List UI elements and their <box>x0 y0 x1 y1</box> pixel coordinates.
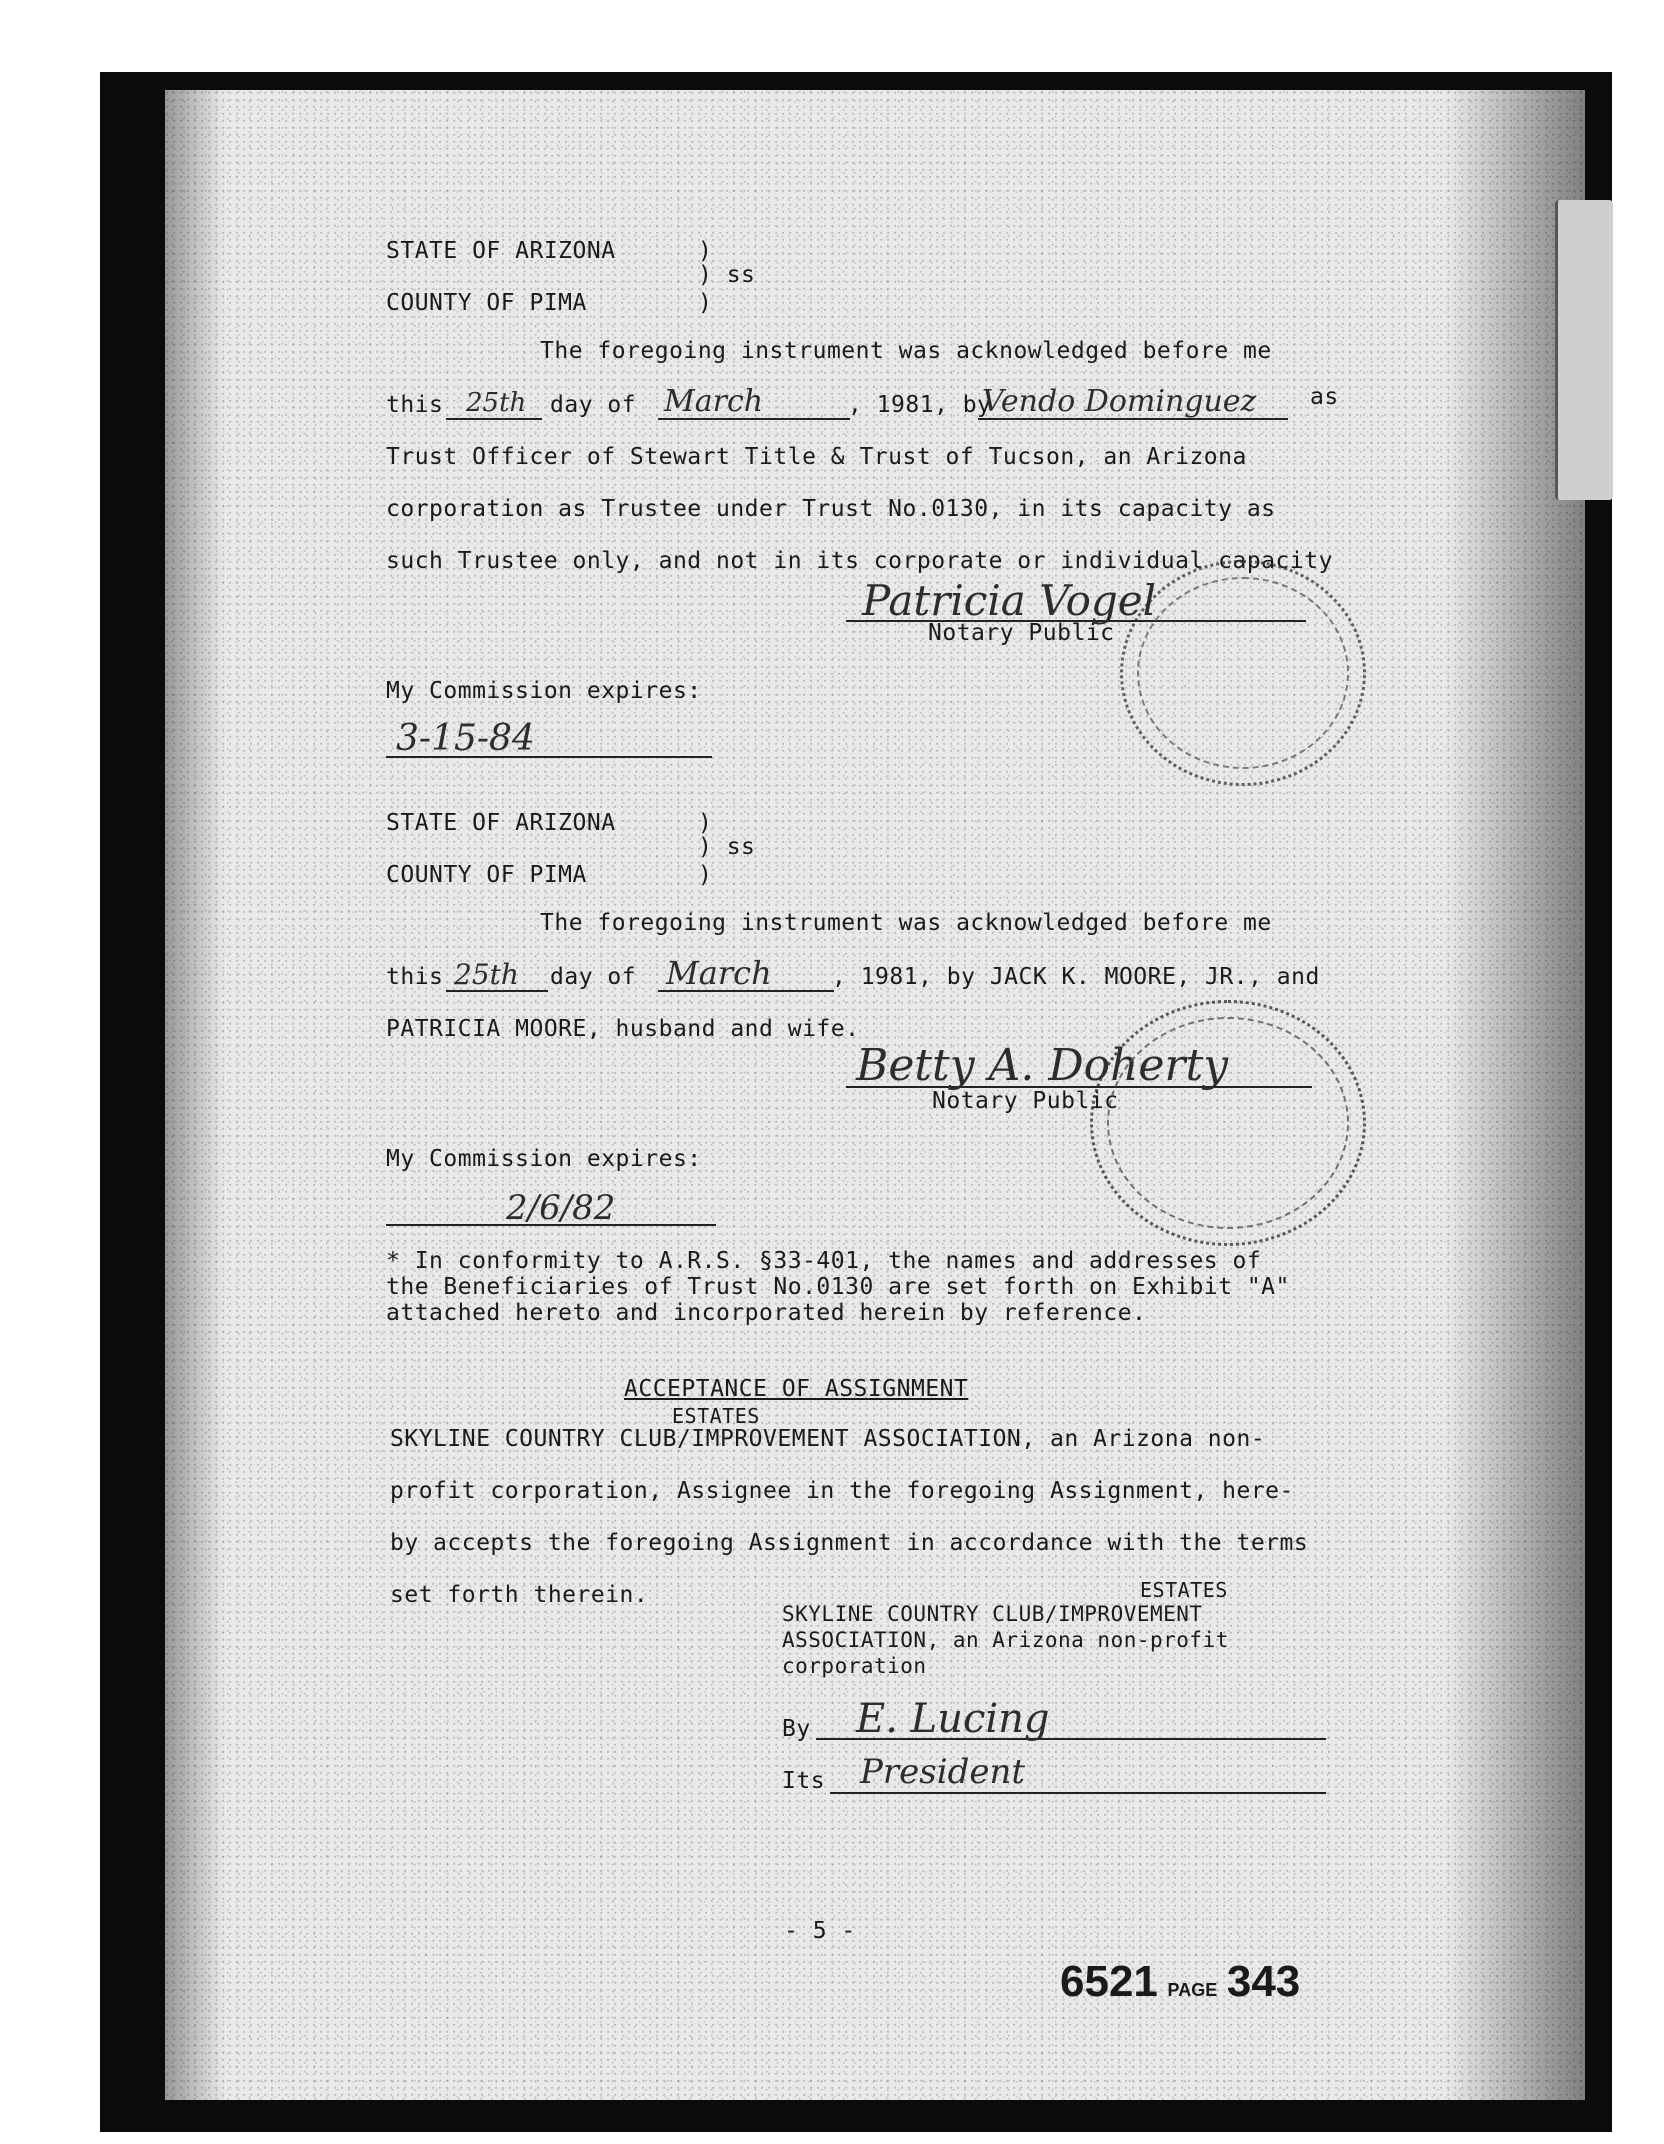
ack2-month-handwritten: March <box>666 954 772 992</box>
its-signature-line <box>830 1752 1326 1794</box>
by-signature-line <box>816 1696 1326 1742</box>
ack2-commission-date: 2/6/82 <box>506 1188 616 1228</box>
state-label-2: STATE OF ARIZONA <box>386 810 616 836</box>
ack2-line3: PATRICIA MOORE, husband and wife. <box>386 1016 860 1042</box>
docket-page-number: 343 <box>1226 1957 1301 2006</box>
bracket-1a: ) <box>698 238 713 264</box>
ack1-month-handwritten: March <box>664 384 764 419</box>
bracket-1c: ) <box>698 290 713 316</box>
ack2-this: this <box>386 964 444 990</box>
ack1-line5: such Trustee only, and not in its corporate or individual capacity <box>386 548 1333 574</box>
bracket-ss-2: ) ss <box>698 834 756 860</box>
ack1-commission-label: My Commission expires: <box>386 678 702 704</box>
acceptance-line2: profit corporation, Assignee in the foregoing Assignment, here- <box>390 1478 1294 1504</box>
its-label: Its <box>782 1768 826 1794</box>
state-label-1: STATE OF ARIZONA <box>386 238 616 264</box>
page-number: - 5 - <box>784 1918 856 1944</box>
sig-block-line2: ASSOCIATION, an Arizona non-profit <box>782 1628 1229 1652</box>
ack2-month-blank <box>658 954 834 992</box>
county-label-2: COUNTY OF PIMA <box>386 862 587 888</box>
ack2-day-blank <box>446 958 548 992</box>
ack2-line1: The foregoing instrument was acknowledged before me <box>540 910 1272 936</box>
ack1-day-handwritten: 25th <box>466 388 527 418</box>
ack2-notary-label: Notary Public <box>932 1088 1119 1114</box>
acceptance-heading: ACCEPTANCE OF ASSIGNMENT <box>624 1376 969 1402</box>
sig-block-line3: corporation <box>782 1654 927 1678</box>
docket-number: 6521 <box>1060 1957 1158 2006</box>
ack1-as: as <box>1310 384 1339 410</box>
footnote-line3: attached hereto and incorporated herein by reference. <box>386 1300 1147 1326</box>
ack1-commission-date: 3-15-84 <box>396 718 535 759</box>
notary-seal-1 <box>1120 560 1366 786</box>
ack2-commission-blank <box>386 1188 716 1228</box>
its-signature: President <box>860 1752 1026 1792</box>
ack2-commission-label: My Commission expires: <box>386 1146 702 1172</box>
bracket-2a: ) <box>698 810 713 836</box>
ack1-line3: Trust Officer of Stewart Title & Trust of Tucson, an Arizona <box>386 444 1247 470</box>
acceptance-insert-word: ESTATES <box>672 1404 760 1428</box>
county-label-1: COUNTY OF PIMA <box>386 290 587 316</box>
ack2-notary-signature: Betty A. Doherty <box>856 1040 1229 1091</box>
left-edge-shadow <box>165 90 225 2100</box>
acceptance-line3: by accepts the foregoing Assignment in accordance with the terms <box>390 1530 1309 1556</box>
ack1-year: , 1981, by <box>848 392 992 418</box>
ack1-this: this <box>386 392 444 418</box>
binder-clip-mark <box>1555 200 1613 500</box>
ack1-signer-blank <box>978 384 1288 420</box>
footnote-line2: the Beneficiaries of Trust No.0130 are set forth on Exhibit "A" <box>386 1274 1290 1300</box>
bracket-2c: ) <box>698 862 713 888</box>
ack1-line4: corporation as Trustee under Trust No.0130, in its capacity as <box>386 496 1276 522</box>
acceptance-line1: SKYLINE COUNTRY CLUB/IMPROVEMENT ASSOCIATION, an Arizona non- <box>390 1426 1266 1452</box>
footnote-line1: * In conformity to A.R.S. §33-401, the names and addresses of <box>386 1248 1262 1274</box>
sig-insert-word: ESTATES <box>1140 1578 1228 1602</box>
ack1-line1: The foregoing instrument was acknowledged before me <box>540 338 1272 364</box>
ack2-day-of: day of <box>550 964 637 990</box>
bracket-ss-1: ) ss <box>698 262 756 288</box>
ack2-line2-rest: , 1981, by JACK K. MOORE, JR., and <box>832 964 1320 990</box>
ack1-notary-signature: Patricia Vogel <box>862 576 1157 625</box>
ack1-commission-blank <box>386 718 712 759</box>
ack1-day-blank <box>446 388 542 420</box>
docket-page-label: PAGE <box>1167 1980 1218 2000</box>
ack1-month-blank <box>658 384 850 420</box>
ack1-day-of: day of <box>550 392 637 418</box>
acceptance-line4: set forth therein. <box>390 1582 649 1608</box>
ack1-notary-label: Notary Public <box>928 620 1115 646</box>
by-signature: E. Lucing <box>856 1696 1050 1742</box>
notary-seal-2 <box>1090 1000 1366 1246</box>
by-label: By <box>782 1716 811 1742</box>
ack1-signer-handwritten: Vendo Dominguez <box>982 384 1257 419</box>
docket-stamp <box>1060 1957 1301 2006</box>
sig-block-line1: SKYLINE COUNTRY CLUB/IMPROVEMENT <box>782 1602 1203 1626</box>
ack2-day-handwritten: 25th <box>454 958 519 991</box>
